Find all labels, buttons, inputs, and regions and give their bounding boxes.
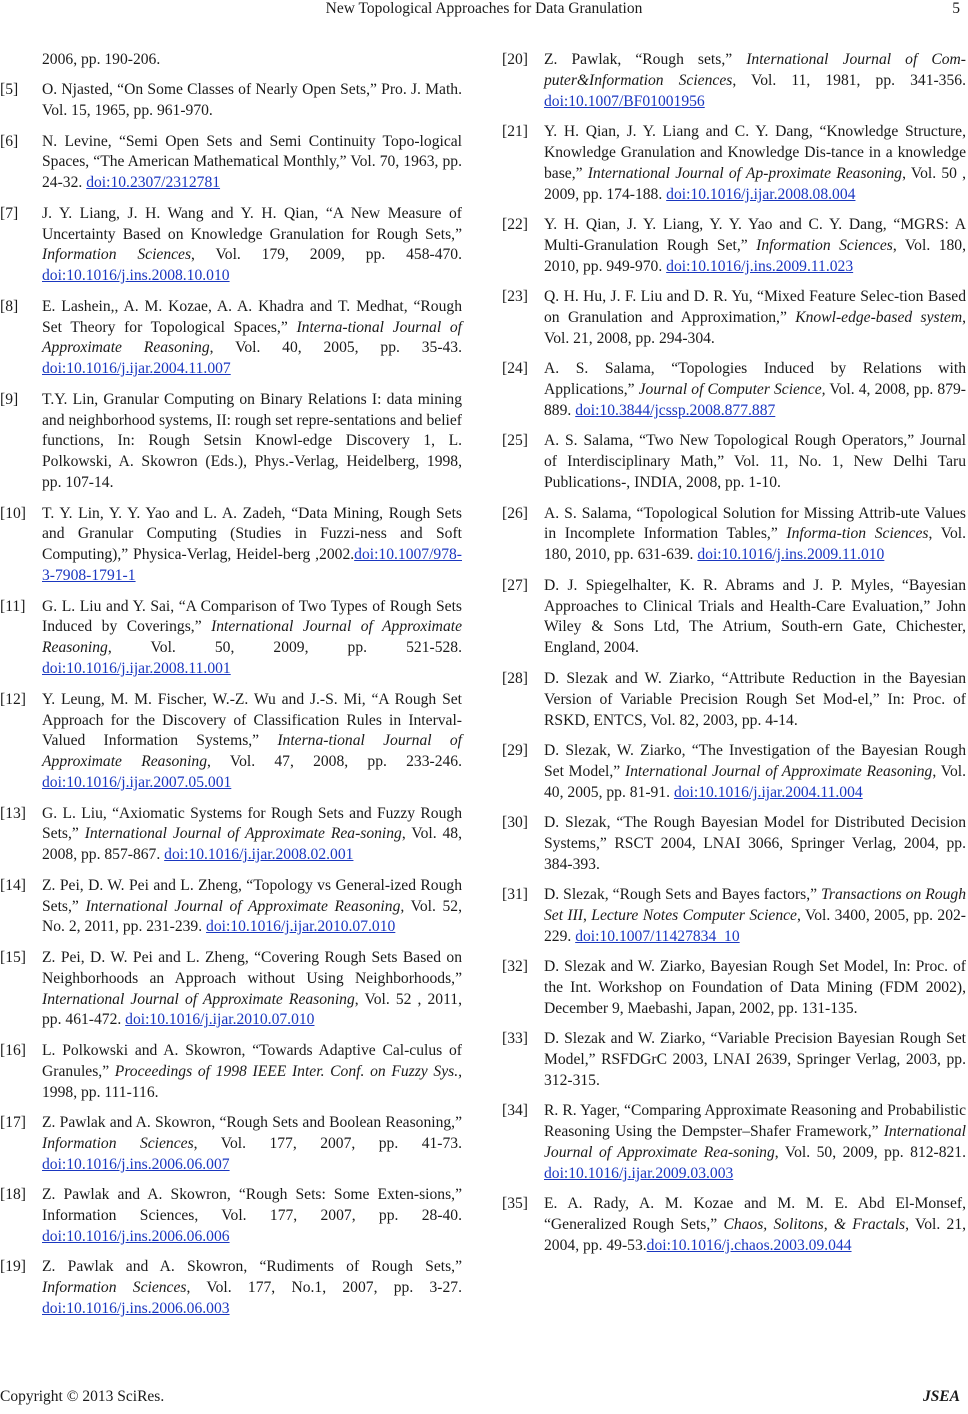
reference-number: [29]: [502, 741, 528, 759]
reference-text: N. Levine, “Semi Open Sets and Semi Continuity Topo-logical Spaces, “The American Mathematical Monthly,” Vol. 70, 1963, pp. 24-32.: [42, 132, 462, 192]
reference-text: O. Njasted, “On Some Classes of Nearly Open Sets,” Pro. J. Math. Vol. 15, 1965, pp. 961-970.: [42, 81, 462, 120]
reference-item: [0, 504, 462, 588]
reference-text: , Vol. 50, 2009, pp. 812-821.: [774, 1144, 966, 1162]
reference-number: [15]: [0, 948, 26, 966]
doi-link[interactable]: doi:10.1016/j.ijar.2008.08.004: [666, 185, 856, 203]
reference-text: D. Slezak, “Rough Sets and Bayes factors,”: [544, 886, 822, 904]
reference-number: [8]: [0, 297, 19, 315]
reference-source-italic: International Journal of Approximate Rea-soning: [84, 825, 402, 843]
reference-item: [502, 885, 966, 948]
reference-source-italic: Information Sciences: [42, 246, 192, 264]
reference-text: G. L. Liu, “Axiomatic Systems for Rough Sets and Fuzzy Rough Sets,”: [42, 804, 462, 843]
reference-item: [0, 876, 462, 939]
reference-number: [22]: [502, 216, 528, 234]
reference-item: [502, 504, 966, 567]
reference-source-italic: Interna-tional Journal of Approximate Reasoning: [42, 318, 462, 357]
doi-link[interactable]: doi:10.3844/jcssp.2008.877.887: [575, 402, 776, 420]
reference-item: [0, 390, 462, 495]
reference-number: [32]: [502, 958, 528, 976]
reference-source-italic: Journal of Computer Science,: [638, 381, 826, 399]
reference-text: D. Slezak, W. Ziarko, “The Investigation of the Bayesian Rough Set Model,”: [544, 741, 966, 780]
reference-number: [18]: [0, 1185, 26, 1203]
reference-number: [17]: [0, 1113, 26, 1131]
reference-number: [23]: [502, 288, 528, 306]
reference-number: [12]: [0, 690, 26, 708]
running-title: New Topological Approaches for Data Granulation: [325, 0, 643, 17]
reference-number: [26]: [502, 504, 528, 522]
reference-item: [502, 576, 966, 660]
reference-number: [24]: [502, 360, 528, 378]
doi-link[interactable]: doi:10.1016/j.ins.2006.06.006: [42, 1227, 230, 1245]
reference-item: [0, 204, 462, 288]
reference-source-italic: International Journal of Approximate Rea-soning: [544, 1123, 966, 1162]
reference-text: , Vol. 21, 2004, pp. 49-53.: [544, 1216, 967, 1255]
reference-text: , Vol. 3400, 2005, pp. 202-229.: [544, 906, 967, 945]
reference-text: Y. H. Qian, J. Y. Liang and C. Y. Dang, “Knowledge Structure, Knowledge Granulation and Knowledge Dis-tance in a knowledge base,”: [544, 123, 966, 182]
reference-text: A. S. Salama, “Topologies Induced by Relations with Applications,”: [544, 360, 966, 399]
reference-text: , Vol. 47, 2008, pp. 233-246.: [207, 753, 462, 771]
reference-text: , Vol. 177, 2007, pp. 41-73.: [193, 1134, 462, 1152]
reference-text: J. Y. Liang, J. H. Wang and Y. H. Qian, “A New Measure of Uncertainty Based on Knowledge Granulation for Rough Sets,”: [42, 204, 462, 243]
doi-link[interactable]: doi:10.1016/j.ijar.2010.07.010: [206, 918, 396, 936]
reference-item: [502, 287, 966, 350]
reference-number: [6]: [0, 132, 19, 150]
reference-text: D. Slezak and W. Ziarko, “Attribute Reduction in the Bayesian Version of Variable Precision Rough Set Mod-el,” In: Proc. of RSKD, ENTCS, Vol. 82, 2003, pp. 4-14.: [544, 669, 966, 729]
reference-item: [502, 215, 966, 278]
page-header: [0, 0, 968, 22]
reference-source-italic: Knowl-edge-based system: [795, 309, 963, 327]
reference-item: [0, 1041, 462, 1104]
reference-number: [19]: [0, 1258, 26, 1276]
doi-link[interactable]: doi:10.1016/j.ijar.2009.03.003: [544, 1165, 734, 1183]
reference-text: , Vol. 180, 2010, pp. 949-970.: [544, 237, 966, 275]
reference-source-italic: Interna-tional Journal of Approximate Reasoning: [42, 732, 462, 771]
reference-text: Z. Pei, D. W. Pei and L. Zheng, “Topology vs General-ized Rough Sets,”: [42, 876, 462, 915]
reference-text: A. S. Salama, “Two New Topological Rough Operators,” Journal of Interdisciplinary Math,” Vol. 11, No. 1, New Delhi Taru Publications-, INDIA, 2008, pp. 1-10.: [544, 432, 966, 492]
reference-text: D. J. Spiegelhalter, K. R. Abrams and J. P. Myles, “Bayesian Approaches to Clinical Trials and Health-Care Evaluation,” John Wiley & Sons Ltd, The Atrium, South-ern Gate, Chichester, England, 2004.: [544, 576, 966, 657]
reference-text: , Vol. 40, 2005, pp. 35-43.: [209, 339, 462, 357]
reference-item: [502, 741, 966, 804]
doi-link[interactable]: doi:10.1016/j.ins.2008.10.010: [42, 267, 230, 285]
reference-text: T. Y. Lin, Y. Y. Yao and L. A. Zadeh, “Data Mining, Rough Sets and Granular Computing (Studies in Fuzzi-ness and Soft Computing),” Physica-Verlag, Heidel-berg ,2002.: [42, 504, 462, 564]
reference-text: , Vol. 177, No.1, 2007, pp. 3-27.: [186, 1278, 462, 1296]
reference-text: , Vol. 180, 2010, pp. 631-639.: [544, 525, 967, 564]
doi-link[interactable]: doi:10.1016/j.ins.2009.11.010: [697, 546, 885, 564]
reference-item: [502, 813, 966, 876]
reference-text: D. Slezak, “The Rough Bayesian Model for Distributed Decision Systems,” RSCT 2004, LNAI 3066, Springer Verlag, 2004, pp. 384-393.: [544, 813, 966, 873]
reference-number: [25]: [502, 432, 528, 450]
reference-number: [33]: [502, 1030, 528, 1048]
reference-number: [5]: [0, 81, 19, 99]
reference-number: [11]: [0, 597, 26, 615]
reference-source-italic: International Journal of Approximate Reasoning: [42, 618, 462, 657]
reference-text: Z. Pawlak and A. Skowron, “Rough Sets: Some Exten-sions,” Information Sciences, Vol. 177, 2007, pp. 28-40.: [42, 1185, 462, 1224]
doi-link[interactable]: doi:10.1016/j.chaos.2003.09.044: [646, 1237, 852, 1255]
reference-text: Vol. 52, No. 2, 2011, pp. 231-239.: [42, 897, 462, 936]
page-number: 5: [952, 0, 960, 17]
reference-source-italic: Information Sciences: [756, 237, 893, 255]
reference-text: Y. Leung, M. M. Fischer, W.-Z. Wu and J.-S. Mi, “A Rough Set Approach for the Discovery of Classification Rules in Interval-Valued Information Systems,”: [42, 690, 462, 750]
reference-source-italic: Transactions on Rough Set III: [544, 886, 966, 924]
reference-number: [30]: [502, 813, 528, 831]
reference-text: A. S. Salama, “Topological Solution for Missing Attrib-ute Values in Incomplete Information Tables,”: [544, 504, 966, 543]
reference-text: L. Polkowski and A. Skowron, “Towards Adaptive Cal-culus of Granules,”: [42, 1041, 462, 1080]
reference-number: [13]: [0, 804, 26, 822]
reference-text: E. Lashein,, A. M. Kozae, A. A. Khadra and T. Medhat, “Rough Set Theory for Topological Spaces,”: [42, 297, 462, 336]
reference-source-italic: Information Sciences: [42, 1278, 187, 1296]
doi-link[interactable]: doi:10.2307/2312781: [86, 174, 221, 192]
reference-text: , Vol. 52 , 2011, pp. 461-472.: [42, 990, 462, 1029]
doi-link[interactable]: doi:10.1016/j.ijar.2010.07.010: [125, 1011, 315, 1029]
reference-number: [20]: [502, 51, 528, 68]
page-footer: [0, 1388, 968, 1414]
reference-text: , Vol. 50, 2009, pp. 521-528.: [107, 639, 462, 657]
doi-link[interactable]: doi:10.1007/BF01001956: [544, 92, 705, 110]
reference-item: [0, 804, 462, 867]
doi-link[interactable]: doi:10.1007/11427834_10: [575, 927, 740, 945]
reference-source-italic: International Journal of Approximate Reasoning: [42, 990, 355, 1008]
reference-item: [502, 1029, 966, 1092]
reference-text: , Vol. 11, 1981, pp. 341-356.: [732, 71, 966, 89]
doi-link[interactable]: doi:10.1016/j.ijar.2008.02.001: [164, 846, 354, 864]
reference-text: , Vol. 21, 2008, pp. 294-304.: [544, 309, 966, 348]
reference-source-italic: Information Sciences: [42, 1134, 194, 1152]
reference-number: [34]: [502, 1102, 528, 1120]
reference-number: [27]: [502, 576, 528, 594]
reference-text: Vol. 4, 2008, pp. 879-889.: [544, 381, 966, 420]
doi-link[interactable]: doi:10.1016/j.ijar.2008.11.001: [42, 660, 231, 678]
reference-source-italic: Chaos, Solitons, & Fractals: [723, 1216, 906, 1234]
reference-item: [0, 80, 462, 122]
reference-number: [14]: [0, 876, 26, 894]
doi-link[interactable]: doi:10.1007/978-3-7908-1791-1: [42, 546, 462, 585]
doi-link[interactable]: doi:10.1016/j.ins.2006.06.007: [42, 1155, 230, 1173]
reference-text: 2006, pp. 190-206.: [42, 51, 161, 68]
reference-number: [16]: [0, 1041, 26, 1059]
reference-source-italic: Proceedings of 1998 IEEE Inter. Conf. on Fuzzy Sys.,: [114, 1062, 462, 1080]
doi-link[interactable]: doi:10.1016/j.ins.2009.11.023: [666, 257, 854, 275]
reference-source-italic: International Journal of Approximate Reasoning: [624, 762, 933, 780]
reference-item: [0, 948, 462, 1032]
reference-source-italic: International Journal of Ap-proximate Reasoning: [587, 164, 903, 182]
reference-number: [21]: [502, 123, 528, 141]
reference-number: [28]: [502, 669, 528, 687]
reference-source-italic: Lecture Notes Computer Science: [591, 906, 797, 924]
reference-text: , Vol. 179, 2009, pp. 458-470.: [191, 246, 462, 264]
reference-text: , Vol. 50 , 2009, pp. 174-188.: [544, 164, 966, 203]
reference-text: Y. H. Qian, J. Y. Liang, Y. Y. Yao and C. Y. Dang, “MGRS: A Multi-Granulation Rough Set,”: [544, 216, 966, 255]
reference-number: [10]: [0, 504, 26, 522]
reference-text: ,: [583, 906, 592, 924]
reference-item: [0, 50, 462, 71]
copyright-notice: Copyright © 2013 SciRes.: [0, 1388, 165, 1405]
reference-text: G. L. Liu and Y. Sai, “A Comparison of Two Types of Rough Sets Induced by Coverings,”: [42, 597, 462, 636]
reference-source-italic: International Journal of Com-puter&Information Sciences: [544, 51, 967, 89]
reference-source-italic: International Journal of Approximate Reasoning,: [85, 897, 405, 915]
reference-item: [0, 1113, 462, 1176]
reference-item: [502, 669, 966, 732]
reference-text: Z. Pawlak and A. Skowron, “Rough Sets and Boolean Reasoning,”: [42, 1113, 462, 1131]
reference-source-italic: Informa-tion Sciences: [786, 525, 929, 543]
reference-text: D. Slezak and W. Ziarko, “Variable Precision Bayesian Rough Set Model,” RSFDGrC 2003, LNAI 2639, Springer Verlag, 2003, pp. 312-315.: [544, 1030, 966, 1090]
reference-text: E. A. Rady, A. M. Kozae and M. M. E. Abd El-Monsef, “Generalized Rough Sets,”: [544, 1195, 966, 1234]
reference-item: [0, 690, 462, 795]
reference-number: [7]: [0, 204, 19, 222]
reference-item: [502, 1194, 966, 1257]
reference-text: , Vol. 48, 2008, pp. 857-867.: [42, 825, 462, 864]
references-right-column: [502, 50, 966, 1266]
reference-text: T.Y. Lin, Granular Computing on Binary Relations I: data mining and neighborhood systems, II: rough set repre-sentations and belief functions, In: Rough Setsin Knowl-edge Discovery 1, L. Polkowski, A. Skowron (Eds.), Phys.-Verlag, Heidelberg, 1998, pp. 107-14.: [42, 390, 462, 492]
reference-text: Q. H. Hu, J. F. Liu and D. R. Yu, “Mixed Feature Selec-tion Based on Granulation and Approximation,”: [544, 288, 966, 327]
journal-abbreviation: JSEA: [922, 1388, 960, 1405]
doi-link[interactable]: doi:10.1016/j.ijar.2007.05.001: [42, 774, 232, 792]
reference-item: [0, 132, 462, 195]
doi-link[interactable]: doi:10.1016/j.ijar.2004.11.007: [42, 360, 231, 378]
reference-item: [502, 431, 966, 494]
reference-item: [502, 50, 966, 113]
reference-number: [31]: [502, 886, 528, 904]
reference-item: [0, 1185, 462, 1248]
reference-text: Z. Pawlak, “Rough sets,”: [544, 51, 747, 68]
reference-item: [502, 359, 966, 422]
reference-item: [0, 1257, 462, 1320]
reference-item: [502, 957, 966, 1020]
reference-text: 1998, pp. 111-116.: [42, 1083, 159, 1101]
reference-number: [9]: [0, 390, 19, 408]
reference-item: [502, 1101, 966, 1185]
reference-text: Z. Pawlak and A. Skowron, “Rudiments of Rough Sets,”: [42, 1258, 462, 1276]
reference-text: R. R. Yager, “Comparing Approximate Reasoning and Probabilistic Reasoning Using the Dempster–Shafer Framework,”: [544, 1102, 966, 1141]
reference-text: D. Slezak and W. Ziarko, Bayesian Rough Set Model, In: Proc. of the Int. Workshop on Foundation of Data Mining (FDM 2002), December 9, Maebashi, Japan, 2002, pp. 131-135.: [544, 958, 966, 1017]
reference-text: , Vol. 40, 2005, pp. 81-91.: [544, 762, 966, 801]
reference-item: [0, 297, 462, 381]
references-left-column: [0, 50, 462, 1329]
reference-number: [35]: [502, 1195, 528, 1213]
reference-item: [0, 597, 462, 681]
doi-link[interactable]: doi:10.1016/j.ins.2006.06.003: [42, 1299, 230, 1317]
reference-item: [502, 122, 966, 206]
reference-text: Z. Pei, D. W. Pei and L. Zheng, “Covering Rough Sets Based on Neighborhoods an Approach without Using Neighborhoods,”: [42, 948, 462, 987]
doi-link[interactable]: doi:10.1016/j.ijar.2004.11.004: [673, 783, 863, 801]
